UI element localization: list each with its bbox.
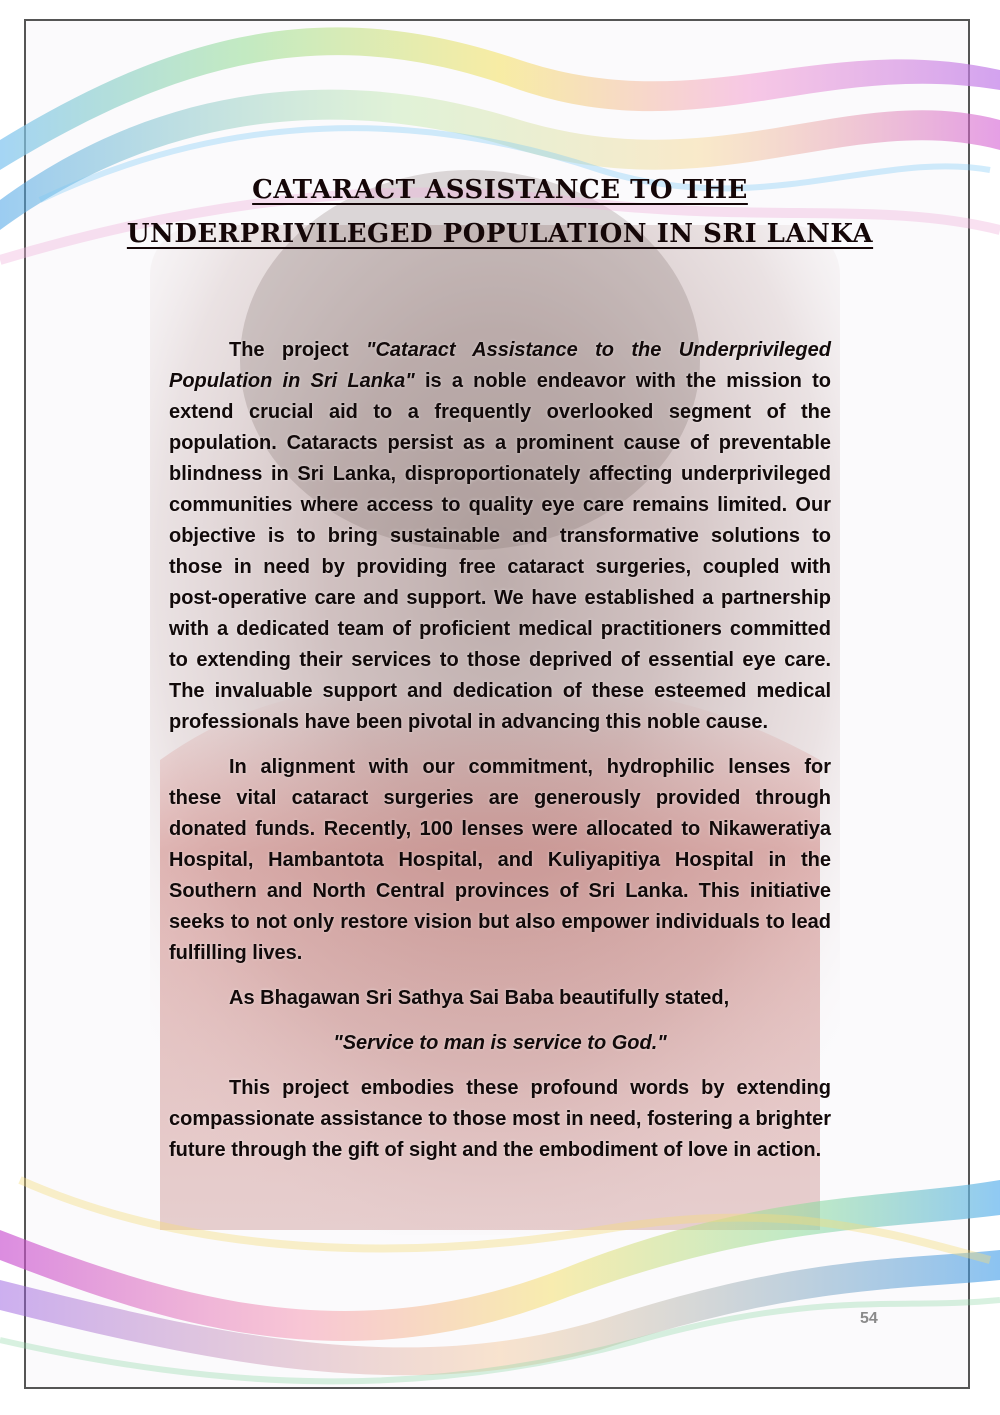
intro-rest: is a noble endeavor with the mission to extend crucial aid to a frequently overlooked segment of the population. Cataracts persist as a prominent cause of preventable blindness in Sri Lanka, disproportionately affecting underprivileged communities where access to quality eye care remains limited. Our objective is to bring sustainable and transformative solutions to those in need by providing free cataract surgeries, coupled with post-operative care and support. We have established a partnership with a dedicated team of proficient medical practitioners committed to extending their services to those deprived of essential eye care. The invaluable support and dedication of these esteemed medical professionals have been pivotal in advancing this noble cause. bbox=[169, 370, 831, 733]
paragraph-attribution: As Bhagawan Sri Sathya Sai Baba beautifully stated, bbox=[229, 987, 730, 1009]
article-body bbox=[169, 335, 831, 1180]
paragraph-lenses: In alignment with our commitment, hydrophilic lenses for these vital cataract surgeries are generously provided through donated funds. Recently, 100 lenses were allocated to Nikaweratiya Hospital, Hambantota Hospital, and Kuliyapitiya Hospital in the Southern and North Central provinces of Sri Lanka. This initiative seeks to not only restore vision but also empower individuals to lead fulfilling lives. bbox=[169, 756, 831, 964]
quote: "Service to man is service to God." bbox=[333, 1032, 667, 1054]
paragraph-project-intro bbox=[169, 335, 831, 738]
page-title: CATARACT ASSISTANCE TO THE UNDERPRIVILEGED POPULATION IN SRI LANKA bbox=[126, 175, 874, 249]
project-name: "Cataract Assistance to the Underprivileged Population in Sri Lanka" bbox=[169, 339, 831, 392]
intro-lead: The project bbox=[229, 339, 366, 361]
paragraph-conclusion: This project embodies these profound words by extending compassionate assistance to those most in need, fostering a brighter future through the gift of sight and the embodiment of love in action. bbox=[169, 1077, 831, 1161]
page-number: 54 bbox=[860, 1310, 878, 1327]
